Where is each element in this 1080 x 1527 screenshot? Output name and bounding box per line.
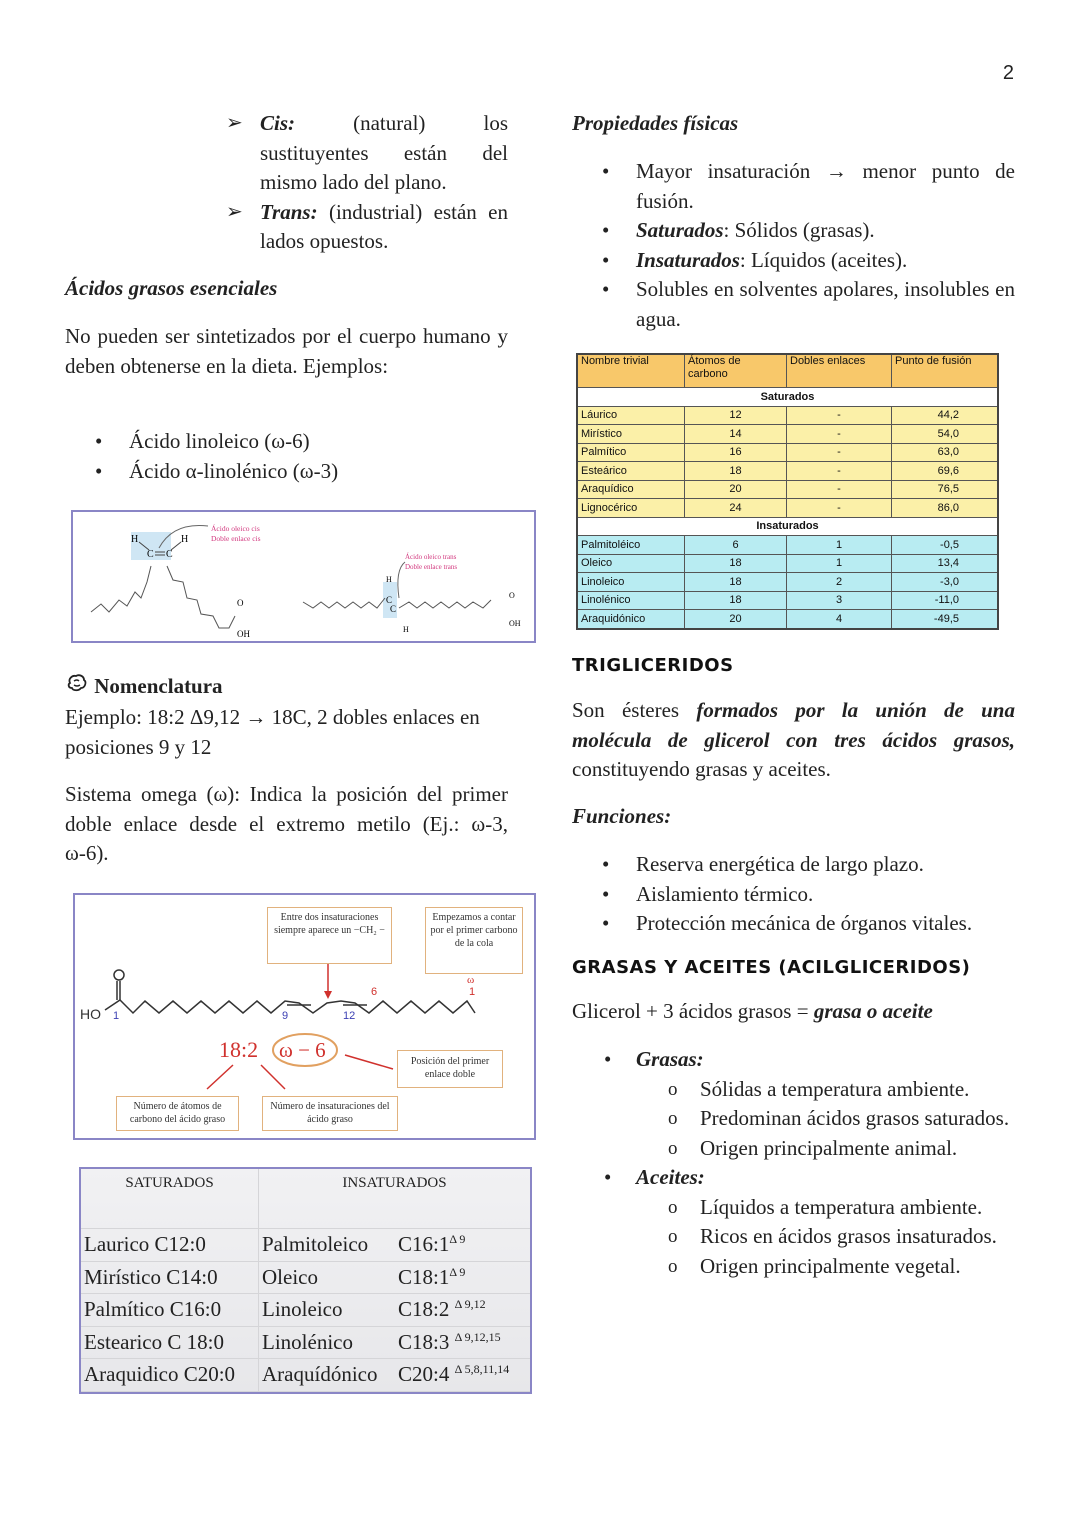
svg-text:C: C	[166, 549, 173, 560]
physical-properties-heading: Propiedades físicas	[572, 111, 739, 135]
list-item: o Predominan ácidos grasos saturados.	[668, 1106, 1010, 1130]
glycerol-formula: Glicerol + 3 ácidos grasos = grasa o aceite	[572, 999, 933, 1023]
svg-text:OH: OH	[237, 629, 250, 639]
essential-paragraph: No pueden ser sintetizados por el cuerpo humano y deben obtenerse en la dieta. Ejemplos:	[65, 324, 508, 378]
list-item: • Reserva energética de largo plazo.	[602, 852, 924, 876]
table-row: Laurico C12:0 Palmitoleico $C16:1^{\Delta 9}$	[81, 1229, 530, 1262]
list-item: • Ácido linoleico (ω-6)	[95, 429, 310, 453]
list-item: o Sólidas a temperatura ambiente.	[668, 1076, 970, 1101]
triglycerides-heading: TRIGLICERIDOS	[572, 655, 734, 676]
col-header-saturados: SATURADOS	[81, 1169, 259, 1229]
note-unsaturations: Número de insaturaciones del ácido graso	[262, 1096, 398, 1131]
table-row: Araquidico C20:0 Araquídónico C20:4 $^{\Delta 5,8,11,14}$	[81, 1359, 530, 1392]
group-aceites: • Aceites:	[604, 1165, 705, 1189]
list-item: • Protección mecánica de órganos vitales.	[602, 911, 973, 935]
trans-label: Ácido oleico trans	[405, 553, 457, 561]
svg-text:1: 1	[113, 1010, 120, 1022]
note-carbon-count: Número de átomos de carbono del ácido graso	[116, 1096, 239, 1131]
cis-trans-structure-diagram	[73, 512, 534, 641]
nomenclature-example: Ejemplo: 18:2 Δ9,12 → 18C, 2 dobles enlaces en posiciones 9 y 12	[65, 705, 480, 759]
fats-oils-list	[572, 1045, 1015, 1281]
list-item: o Ricos en ácidos grasos insaturados.	[668, 1224, 997, 1248]
svg-text:H: H	[386, 575, 392, 584]
list-item: • Insaturados: Líquidos (aceites).	[602, 247, 908, 272]
table-row: Araquidónico 20 4 -49,5	[577, 610, 998, 629]
note-first-double-bond: Posición del primer enlace doble	[397, 1050, 503, 1088]
svg-text:Doble enlace trans: Doble enlace trans	[405, 563, 458, 571]
omega-nomenclature-figure	[73, 893, 536, 1140]
svg-text:O: O	[509, 591, 515, 600]
svg-text:Doble enlace cis: Doble enlace cis	[211, 534, 261, 543]
list-item: • Ácido α-linolénico (ω-3)	[95, 458, 339, 483]
svg-text:ω: ω	[467, 974, 475, 986]
melting-point-table	[576, 353, 999, 630]
nomenclature-heading: Nomenclatura	[65, 672, 223, 702]
fats-oils-heading: GRASAS Y ACEITES (ACILGLICERIDOS)	[572, 957, 971, 978]
list-item: • Aislamiento térmico.	[602, 881, 814, 906]
arrow-bullet-icon: ➢	[226, 112, 243, 134]
functions-heading: Funciones:	[572, 804, 672, 828]
table-row: Palmítico 16 - 63,0	[577, 443, 998, 462]
physical-properties-list	[572, 157, 1015, 334]
classification-table-box	[79, 1167, 532, 1394]
page-number: 2	[1002, 62, 1014, 84]
table-row: Linoleico 18 2 -3,0	[577, 573, 998, 592]
functions-list	[572, 850, 1015, 939]
table-row: Oleico 18 1 13,4	[577, 554, 998, 573]
col-header-insaturados: INSATURADOS	[259, 1169, 531, 1229]
svg-text:C: C	[386, 595, 393, 605]
svg-text:C: C	[390, 604, 397, 614]
isomer-item-trans: ➢ Trans: (industrial) están en lados opuestos.	[226, 199, 508, 253]
list-item: • Solubles en solventes apolares, insolubles en agua.	[602, 277, 1015, 331]
svg-text:9: 9	[282, 1010, 289, 1022]
table-row: Esteárico 18 - 69,6	[577, 462, 998, 481]
note-ch2: Entre dos insaturaciones siempre aparece un −CH₂ −	[267, 907, 392, 964]
brain-icon	[65, 672, 89, 702]
table-header-row: Nombre trivial Átomos de carbono Dobles enlaces Punto de fusión	[577, 354, 998, 388]
table-row: Palmítico C16:0 Linoleico C18:2 $^{\Delta 9,12}$	[81, 1294, 530, 1327]
omega-system-text: Sistema omega (ω): Indica la posición del primer doble enlace desde el extremo metilo (Ej.: ω-3, ω-6).	[65, 782, 508, 865]
atom-c: C	[147, 549, 154, 560]
section-saturados: Saturados	[577, 388, 998, 407]
svg-text:HO: HO	[80, 1006, 101, 1022]
table-row: Estearico C 18:0 Linolénico C18:3 $^{\Delta 9,12,15}$	[81, 1326, 530, 1359]
cis-label: Ácido oleico cis	[211, 524, 260, 533]
table-row: Láurico 12 - 44,2	[577, 406, 998, 425]
table-row: Mirístico 14 - 54,0	[577, 425, 998, 444]
list-item: o Líquidos a temperatura ambiente.	[668, 1194, 983, 1219]
table-row: Palmitoléico 6 1 -0,5	[577, 536, 998, 555]
list-item: • Saturados: Sólidos (grasas).	[602, 218, 875, 242]
section-insaturados: Insaturados	[577, 517, 998, 536]
isomer-item-cis: ➢ Cis: (natural) los sustituyentes están del mismo lado del plano.	[226, 111, 508, 194]
svg-text:H: H	[131, 534, 139, 545]
formula-18-2: 18:2	[219, 1037, 259, 1062]
svg-text:6: 6	[371, 986, 378, 998]
svg-text:O: O	[237, 598, 244, 608]
table-row: Araquídico 20 - 76,5	[577, 480, 998, 499]
cis-trans-figure	[71, 510, 536, 643]
essential-heading: Ácidos grasos esenciales	[65, 276, 278, 300]
classification-table	[81, 1169, 530, 1392]
svg-text:12: 12	[343, 1010, 356, 1022]
table-row: Lignocérico 24 - 86,0	[577, 499, 998, 518]
svg-text:OH: OH	[509, 619, 521, 628]
formula-omega-6: ω − 6	[279, 1038, 326, 1062]
svg-text:H: H	[403, 625, 409, 634]
svg-text:H: H	[181, 534, 189, 545]
arrow-bullet-icon: ➢	[226, 200, 243, 223]
list-item: • Mayor insaturación → menor punto de fusión.	[602, 159, 1015, 213]
table-row: Mirístico C14:0 Oleico $C18:1^{\Delta 9}$	[81, 1261, 530, 1294]
melting-point-table-box	[576, 353, 999, 630]
isomer-list	[226, 109, 508, 257]
table-row: Linolénico 18 3 -11,0	[577, 591, 998, 610]
group-grasas: • Grasas:	[604, 1047, 704, 1071]
list-item: o Origen principalmente animal.	[668, 1135, 958, 1160]
note-count-start: Empezamos a contar por el primer carbono de la cola	[425, 907, 523, 974]
triglycerides-paragraph: Son ésteres formados por la unión de una molécula de glicerol con tres ácidos grasos, constituyendo grasas y aceites.	[572, 698, 1015, 781]
list-item: o Origen principalmente vegetal.	[668, 1253, 961, 1278]
svg-text:1: 1	[469, 986, 476, 998]
essential-examples	[65, 427, 508, 486]
